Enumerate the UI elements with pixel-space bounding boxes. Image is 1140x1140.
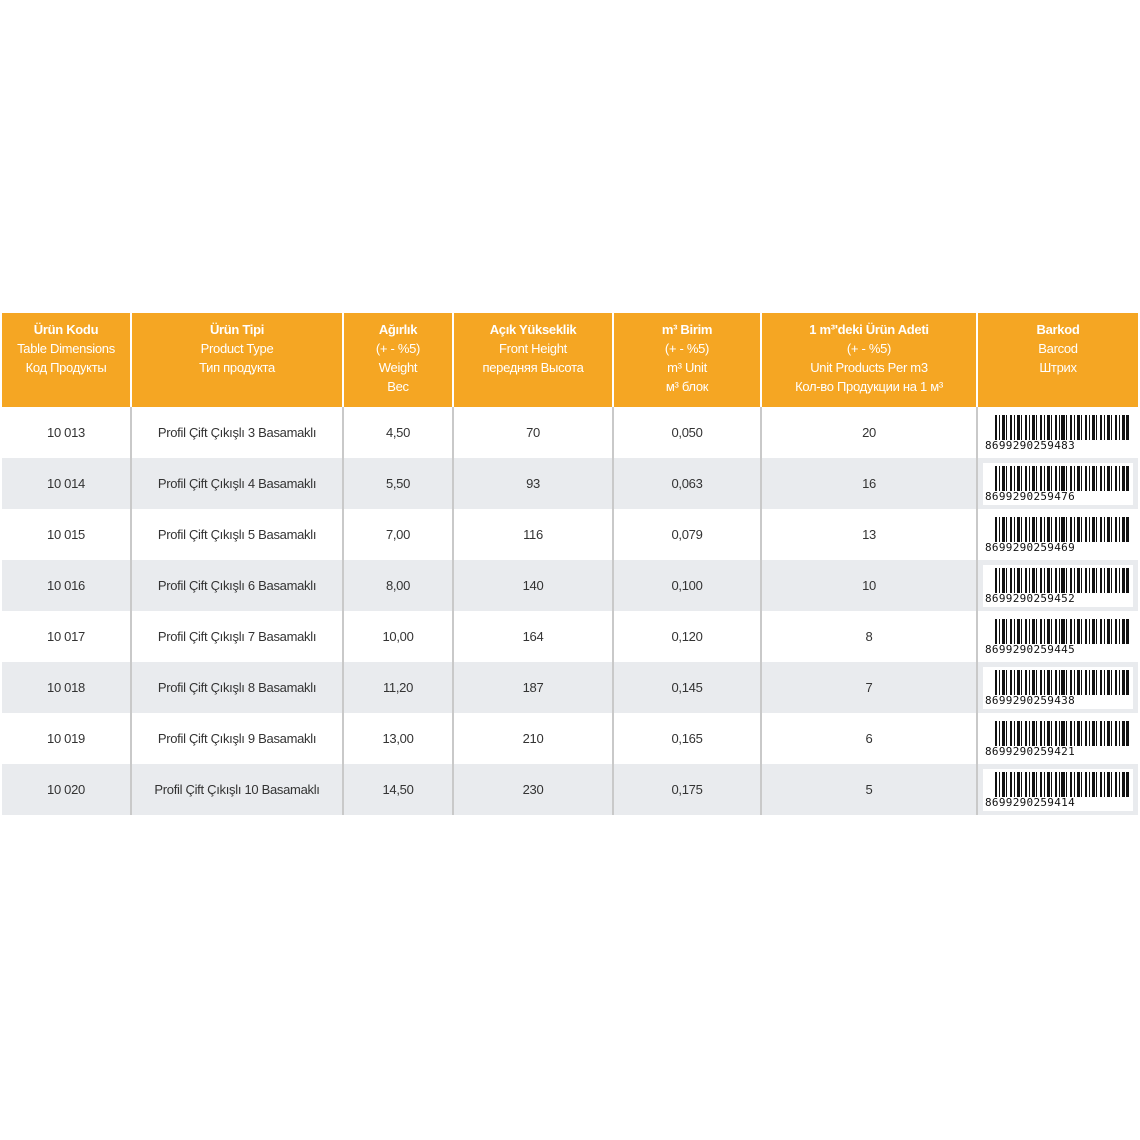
table-row (2, 764, 1138, 815)
barcode-number: 8699290259421 (985, 746, 1133, 758)
cell-front-height: 187 (453, 662, 613, 713)
cell-product-type: Profil Çift Çıkışlı 3 Basamaklı (131, 407, 343, 458)
cell-units-per-m3: 16 (761, 458, 977, 509)
cell-front-height: 116 (453, 509, 613, 560)
cell-product-code: 10 013 (2, 407, 131, 458)
header-line: Кол-во Продукции на 1 м³ (795, 379, 943, 394)
header-line: (+ - %5) (664, 341, 710, 356)
cell-weight: 8,00 (343, 560, 453, 611)
header-line: (+ - %5) (375, 341, 421, 356)
header-line: Вес (387, 379, 409, 394)
header-line: Barcod (1038, 341, 1078, 356)
cell-weight: 11,20 (343, 662, 453, 713)
cell-weight: 7,00 (343, 509, 453, 560)
cell-unit-m3: 0,165 (613, 713, 761, 764)
cell-unit-m3: 0,120 (613, 611, 761, 662)
cell-product-type: Profil Çift Çıkışlı 9 Basamaklı (131, 713, 343, 764)
col-header-weight (343, 313, 453, 407)
cell-units-per-m3: 6 (761, 713, 977, 764)
cell-unit-m3: 0,145 (613, 662, 761, 713)
header-line: передняя Высота (482, 360, 584, 375)
table-row (2, 509, 1138, 560)
cell-barcode (977, 611, 1138, 662)
barcode-number: 8699290259438 (985, 695, 1133, 707)
barcode-image (983, 616, 1133, 658)
cell-product-type: Profil Çift Çıkışlı 5 Basamaklı (131, 509, 343, 560)
barcode-image (983, 412, 1133, 454)
cell-units-per-m3: 10 (761, 560, 977, 611)
col-header-barcode (977, 313, 1138, 407)
cell-unit-m3: 0,079 (613, 509, 761, 560)
cell-front-height: 164 (453, 611, 613, 662)
header-line: Ürün Kodu (33, 322, 99, 337)
cell-product-code: 10 016 (2, 560, 131, 611)
cell-product-type: Profil Çift Çıkışlı 4 Basamaklı (131, 458, 343, 509)
header-line: 1 m³'deki Ürün Adeti (809, 322, 929, 337)
cell-unit-m3: 0,175 (613, 764, 761, 815)
barcode-number: 8699290259469 (985, 542, 1133, 554)
cell-product-code: 10 020 (2, 764, 131, 815)
header-line: m³ Unit (667, 360, 707, 375)
header-line: Açık Yükseklik (489, 322, 577, 337)
header-line: Table Dimensions (17, 341, 115, 356)
col-header-units-per-m3 (761, 313, 977, 407)
cell-barcode (977, 407, 1138, 458)
header-line: Ürün Tipi (209, 322, 265, 337)
cell-weight: 14,50 (343, 764, 453, 815)
cell-units-per-m3: 20 (761, 407, 977, 458)
cell-product-type: Profil Çift Çıkışlı 6 Basamaklı (131, 560, 343, 611)
cell-unit-m3: 0,050 (613, 407, 761, 458)
barcode-image (983, 718, 1133, 760)
barcode-image (983, 565, 1133, 607)
header-line: Product Type (200, 341, 274, 356)
cell-product-code: 10 017 (2, 611, 131, 662)
barcode-image (983, 769, 1133, 811)
cell-barcode (977, 713, 1138, 764)
table-row (2, 713, 1138, 764)
cell-unit-m3: 0,063 (613, 458, 761, 509)
header-line: Ağırlık (378, 322, 418, 337)
table-row (2, 560, 1138, 611)
cell-weight: 5,50 (343, 458, 453, 509)
cell-barcode (977, 764, 1138, 815)
cell-front-height: 230 (453, 764, 613, 815)
header-line: Weight (378, 360, 418, 375)
cell-weight: 13,00 (343, 713, 453, 764)
barcode-image (983, 514, 1133, 556)
cell-unit-m3: 0,100 (613, 560, 761, 611)
table-row (2, 611, 1138, 662)
table-header-row (2, 313, 1138, 407)
col-header-front-height (453, 313, 613, 407)
cell-barcode (977, 458, 1138, 509)
cell-product-code: 10 014 (2, 458, 131, 509)
cell-product-code: 10 015 (2, 509, 131, 560)
header-line: Код Продукты (25, 360, 107, 375)
cell-units-per-m3: 7 (761, 662, 977, 713)
table-row (2, 458, 1138, 509)
cell-product-code: 10 018 (2, 662, 131, 713)
table-row (2, 407, 1138, 458)
cell-barcode (977, 509, 1138, 560)
barcode-number: 8699290259476 (985, 491, 1133, 503)
cell-product-code: 10 019 (2, 713, 131, 764)
header-line: Штрих (1039, 360, 1077, 375)
cell-product-type: Profil Çift Çıkışlı 7 Basamaklı (131, 611, 343, 662)
cell-barcode (977, 662, 1138, 713)
cell-units-per-m3: 5 (761, 764, 977, 815)
cell-units-per-m3: 8 (761, 611, 977, 662)
header-line: Barkod (1036, 322, 1080, 337)
cell-barcode (977, 560, 1138, 611)
barcode-number: 8699290259483 (985, 440, 1133, 452)
cell-units-per-m3: 13 (761, 509, 977, 560)
barcode-number: 8699290259414 (985, 797, 1133, 809)
barcode-number: 8699290259452 (985, 593, 1133, 605)
col-header-unit-m3 (613, 313, 761, 407)
col-header-product-type (131, 313, 343, 407)
cell-front-height: 210 (453, 713, 613, 764)
product-spec-table (2, 313, 1138, 815)
header-line: m³ Birim (661, 322, 713, 337)
cell-weight: 4,50 (343, 407, 453, 458)
cell-front-height: 93 (453, 458, 613, 509)
cell-product-type: Profil Çift Çıkışlı 10 Basamaklı (131, 764, 343, 815)
cell-front-height: 140 (453, 560, 613, 611)
cell-weight: 10,00 (343, 611, 453, 662)
table-row (2, 662, 1138, 713)
header-line: Unit Products Per m3 (810, 360, 928, 375)
header-line: (+ - %5) (846, 341, 892, 356)
cell-product-type: Profil Çift Çıkışlı 8 Basamaklı (131, 662, 343, 713)
barcode-number: 8699290259445 (985, 644, 1133, 656)
cell-front-height: 70 (453, 407, 613, 458)
header-line: Front Height (499, 341, 567, 356)
barcode-image (983, 463, 1133, 505)
header-line: Тип продукта (199, 360, 275, 375)
col-header-product-code (2, 313, 131, 407)
barcode-image (983, 667, 1133, 709)
header-line: м³ блок (665, 379, 709, 394)
